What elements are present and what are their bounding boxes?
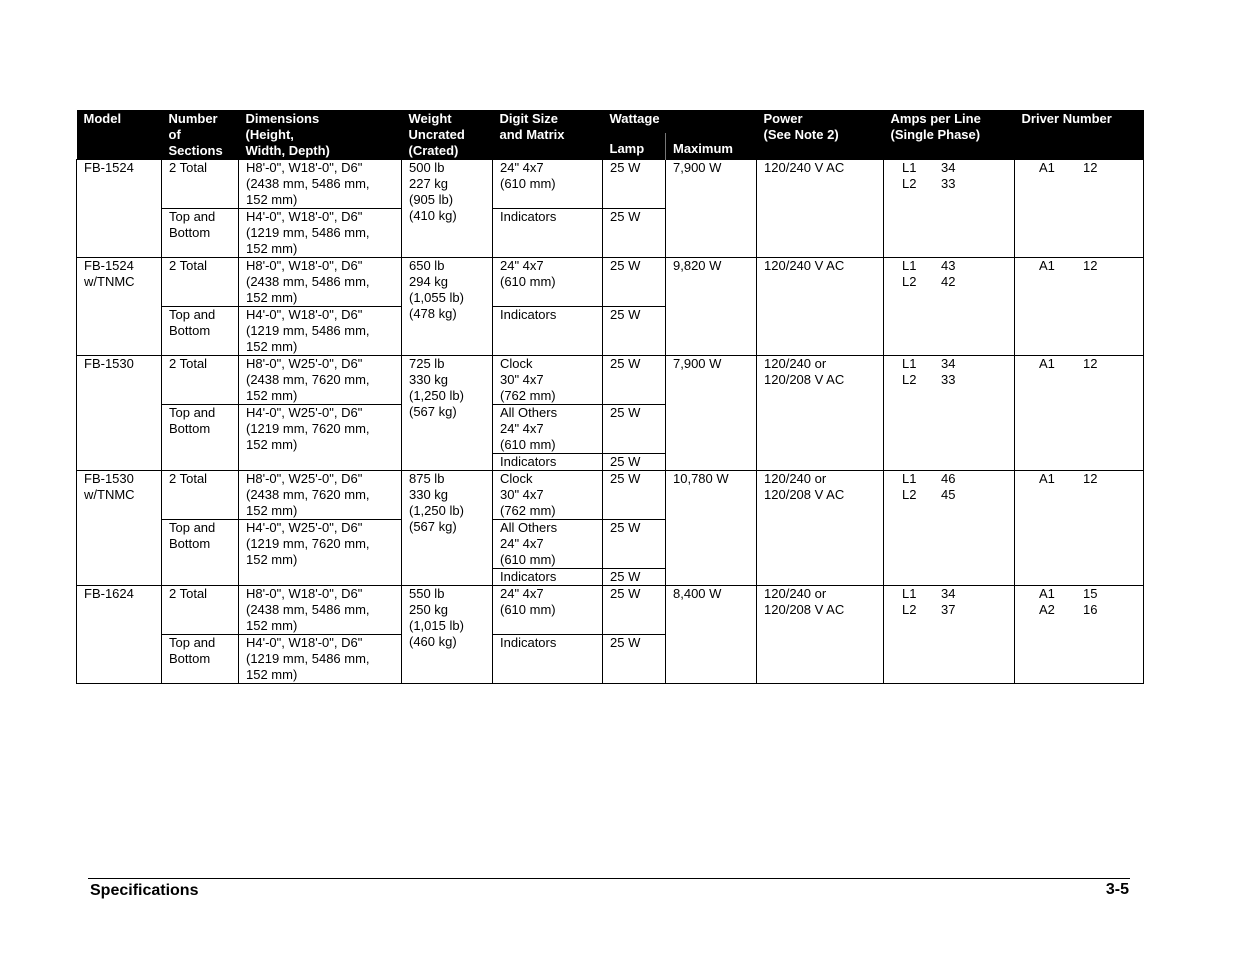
digit-size-text: Clock 30" 4x7 (762 mm)	[500, 356, 556, 403]
cell-amps	[884, 586, 1015, 684]
digit-size-text: Indicators	[500, 454, 557, 469]
cell-digit-size	[493, 356, 603, 405]
footer-section-title: Specifications	[90, 882, 199, 899]
cell-driver	[1015, 160, 1144, 258]
cell-digit-size	[493, 405, 603, 454]
cell-lamp	[603, 405, 666, 454]
power-text: 120/240 or 120/208 V AC	[764, 356, 845, 387]
power-text: 120/240 V AC	[764, 160, 845, 175]
cell-digit-size	[493, 635, 603, 684]
amps-line-label: L2	[902, 176, 917, 191]
sections-text: 2 Total	[169, 586, 208, 601]
amps-line-label: L2	[902, 372, 917, 387]
cell-amps	[884, 471, 1015, 586]
digit-size-text: 24" 4x7 (610 mm)	[500, 258, 556, 289]
header-lamp: Lamp	[603, 133, 666, 159]
maximum-text: 7,900 W	[673, 160, 722, 175]
cell-weight	[402, 586, 493, 684]
amps-pair	[891, 471, 1008, 487]
weight-text: 725 lb 330 kg (1,250 lb) (567 kg)	[409, 356, 464, 419]
weight-text: 550 lb 250 kg (1,015 lb) (460 kg)	[409, 586, 464, 649]
cell-maximum	[666, 258, 757, 356]
cell-sections	[162, 160, 239, 209]
header-weight: Weight Uncrated (Crated)	[402, 110, 493, 160]
cell-amps	[884, 160, 1015, 258]
cell-power	[757, 160, 884, 258]
digit-size-text: 24" 4x7 (610 mm)	[500, 160, 556, 191]
cell-model	[77, 160, 162, 258]
dimensions-text: H4'-0", W18'-0", D6" (1219 mm, 5486 mm, 152 mm)	[246, 635, 370, 682]
cell-digit-size	[493, 209, 603, 258]
amps-line-label: L1	[902, 258, 917, 273]
amps-value: 33	[941, 176, 956, 191]
amps-pair	[891, 356, 1008, 372]
cell-amps	[884, 258, 1015, 356]
cell-driver	[1015, 586, 1144, 684]
header-maximum: Maximum	[666, 133, 757, 159]
cell-sections	[162, 635, 239, 684]
amps-line-label: L1	[902, 356, 917, 371]
driver-pair	[1022, 471, 1137, 487]
header-digit-size: Digit Size and Matrix	[493, 110, 603, 160]
cell-power	[757, 586, 884, 684]
cell-digit-size	[493, 471, 603, 520]
sections-text: 2 Total	[169, 160, 208, 175]
amps-pair	[891, 586, 1008, 602]
weight-text: 875 lb 330 kg (1,250 lb) (567 kg)	[409, 471, 464, 534]
cell-lamp	[603, 586, 666, 635]
cell-power	[757, 258, 884, 356]
sections-text: Top and Bottom	[169, 405, 216, 436]
cell-weight	[402, 258, 493, 356]
driver-label: A1	[1039, 258, 1055, 273]
model-text: FB-1624	[84, 586, 134, 601]
model-text: FB-1524 w/TNMC	[84, 258, 135, 289]
amps-pair	[891, 176, 1008, 192]
cell-model	[77, 471, 162, 586]
digit-size-text: Indicators	[500, 209, 557, 224]
table-row	[77, 586, 1144, 635]
cell-driver	[1015, 258, 1144, 356]
sections-text: Top and Bottom	[169, 209, 216, 240]
cell-weight	[402, 471, 493, 586]
footer-page-number: 3-5	[1105, 881, 1129, 898]
cell-power	[757, 356, 884, 471]
digit-size-text: Indicators	[500, 635, 557, 650]
cell-lamp	[603, 471, 666, 520]
driver-value: 12	[1083, 356, 1098, 371]
model-text: FB-1530 w/TNMC	[84, 471, 135, 502]
digit-size-text: 24" 4x7 (610 mm)	[500, 586, 556, 617]
dimensions-text: H8'-0", W25'-0", D6" (2438 mm, 7620 mm, 152 mm)	[246, 356, 370, 403]
header-model: Model	[77, 110, 162, 160]
header-sections: Number of Sections	[162, 110, 239, 160]
cell-lamp	[603, 160, 666, 209]
driver-pair	[1022, 356, 1137, 372]
cell-lamp	[603, 356, 666, 405]
cell-lamp	[603, 454, 666, 471]
amps-line-label: L2	[902, 274, 917, 289]
amps-pair	[891, 487, 1008, 503]
cell-dimensions	[239, 307, 402, 356]
cell-amps	[884, 356, 1015, 471]
cell-dimensions	[239, 520, 402, 586]
lamp-text: 25 W	[610, 160, 641, 175]
amps-pair	[891, 372, 1008, 388]
cell-digit-size	[493, 569, 603, 586]
dimensions-text: H8'-0", W25'-0", D6" (2438 mm, 7620 mm, 152 mm)	[246, 471, 370, 518]
table-body	[77, 160, 1144, 684]
amps-pair	[891, 258, 1008, 274]
cell-sections	[162, 209, 239, 258]
driver-value: 12	[1083, 258, 1098, 273]
cell-sections	[162, 307, 239, 356]
driver-pair	[1022, 160, 1137, 176]
power-text: 120/240 or 120/208 V AC	[764, 586, 845, 617]
cell-digit-size	[493, 520, 603, 569]
cell-sections	[162, 405, 239, 471]
cell-maximum	[666, 471, 757, 586]
cell-digit-size	[493, 307, 603, 356]
maximum-text: 9,820 W	[673, 258, 722, 273]
cell-sections	[162, 471, 239, 520]
table-row	[77, 258, 1144, 307]
cell-maximum	[666, 586, 757, 684]
power-text: 120/240 or 120/208 V AC	[764, 471, 845, 502]
lamp-text: 25 W	[610, 471, 641, 486]
cell-dimensions	[239, 635, 402, 684]
amps-value: 33	[941, 372, 956, 387]
dimensions-text: H8'-0", W18'-0", D6" (2438 mm, 5486 mm, 152 mm)	[246, 258, 370, 305]
cell-dimensions	[239, 405, 402, 471]
cell-weight	[402, 160, 493, 258]
cell-dimensions	[239, 160, 402, 209]
driver-value: 12	[1083, 471, 1098, 486]
table-row	[77, 160, 1144, 209]
driver-label: A1	[1039, 160, 1055, 175]
cell-power	[757, 471, 884, 586]
driver-label: A1	[1039, 356, 1055, 371]
header-power: Power (See Note 2)	[757, 110, 884, 160]
amps-line-label: L2	[902, 602, 917, 617]
cell-digit-size	[493, 454, 603, 471]
table-row	[77, 471, 1144, 520]
cell-sections	[162, 356, 239, 405]
sections-text: Top and Bottom	[169, 635, 216, 666]
power-text: 120/240 V AC	[764, 258, 845, 273]
driver-value: 12	[1083, 160, 1098, 175]
cell-lamp	[603, 307, 666, 356]
header-driver: Driver Number	[1015, 110, 1144, 160]
amps-pair	[891, 602, 1008, 618]
cell-dimensions	[239, 258, 402, 307]
amps-value: 42	[941, 274, 956, 289]
dimensions-text: H4'-0", W25'-0", D6" (1219 mm, 7620 mm, 152 mm)	[246, 405, 370, 452]
model-text: FB-1524	[84, 160, 134, 175]
lamp-text: 25 W	[610, 405, 641, 420]
dimensions-text: H8'-0", W18'-0", D6" (2438 mm, 5486 mm, 152 mm)	[246, 586, 370, 633]
driver-pair	[1022, 586, 1137, 602]
cell-lamp	[603, 569, 666, 586]
cell-lamp	[603, 209, 666, 258]
lamp-text: 25 W	[610, 356, 641, 371]
amps-value: 34	[941, 160, 956, 175]
maximum-text: 7,900 W	[673, 356, 722, 371]
amps-pair	[891, 274, 1008, 290]
lamp-text: 25 W	[610, 635, 641, 650]
cell-model	[77, 258, 162, 356]
cell-dimensions	[239, 356, 402, 405]
cell-maximum	[666, 356, 757, 471]
dimensions-text: H4'-0", W18'-0", D6" (1219 mm, 5486 mm, 152 mm)	[246, 209, 370, 256]
sections-text: Top and Bottom	[169, 307, 216, 338]
cell-driver	[1015, 356, 1144, 471]
cell-lamp	[603, 520, 666, 569]
lamp-text: 25 W	[610, 454, 641, 469]
table-row	[77, 356, 1144, 405]
dimensions-text: H4'-0", W18'-0", D6" (1219 mm, 5486 mm, 152 mm)	[246, 307, 370, 354]
sections-text: 2 Total	[169, 356, 208, 371]
footer-rule	[88, 878, 1130, 879]
cell-dimensions	[239, 209, 402, 258]
lamp-text: 25 W	[610, 569, 641, 584]
weight-text: 500 lb 227 kg (905 lb) (410 kg)	[409, 160, 457, 223]
driver-pair	[1022, 258, 1137, 274]
header-amps: Amps per Line (Single Phase)	[884, 110, 1015, 160]
cell-sections	[162, 586, 239, 635]
amps-value: 45	[941, 487, 956, 502]
cell-dimensions	[239, 586, 402, 635]
cell-driver	[1015, 471, 1144, 586]
cell-dimensions	[239, 471, 402, 520]
lamp-text: 25 W	[610, 520, 641, 535]
specifications-table	[76, 110, 1144, 684]
model-text: FB-1530	[84, 356, 134, 371]
weight-text: 650 lb 294 kg (1,055 lb) (478 kg)	[409, 258, 464, 321]
amps-line-label: L2	[902, 487, 917, 502]
cell-lamp	[603, 258, 666, 307]
cell-digit-size	[493, 258, 603, 307]
amps-line-label: L1	[902, 160, 917, 175]
header-row	[77, 110, 1144, 133]
cell-digit-size	[493, 586, 603, 635]
driver-value: 16	[1083, 602, 1098, 617]
maximum-text: 8,400 W	[673, 586, 722, 601]
cell-model	[77, 356, 162, 471]
cell-sections	[162, 258, 239, 307]
cell-weight	[402, 356, 493, 471]
cell-lamp	[603, 635, 666, 684]
dimensions-text: H8'-0", W18'-0", D6" (2438 mm, 5486 mm, 152 mm)	[246, 160, 370, 207]
lamp-text: 25 W	[610, 307, 641, 322]
driver-label: A2	[1039, 602, 1055, 617]
dimensions-text: H4'-0", W25'-0", D6" (1219 mm, 7620 mm, 152 mm)	[246, 520, 370, 567]
sections-text: 2 Total	[169, 258, 208, 273]
amps-value: 46	[941, 471, 956, 486]
digit-size-text: Indicators	[500, 569, 557, 584]
digit-size-text: Clock 30" 4x7 (762 mm)	[500, 471, 556, 518]
driver-pair	[1022, 602, 1137, 618]
driver-label: A1	[1039, 586, 1055, 601]
cell-sections	[162, 520, 239, 586]
digit-size-text: All Others 24" 4x7 (610 mm)	[500, 520, 558, 567]
sections-text: Top and Bottom	[169, 520, 216, 551]
cell-digit-size	[493, 160, 603, 209]
amps-value: 34	[941, 356, 956, 371]
amps-pair	[891, 160, 1008, 176]
amps-line-label: L1	[902, 586, 917, 601]
lamp-text: 25 W	[610, 209, 641, 224]
amps-line-label: L1	[902, 471, 917, 486]
driver-value: 15	[1083, 586, 1098, 601]
amps-value: 37	[941, 602, 956, 617]
lamp-text: 25 W	[610, 586, 641, 601]
amps-value: 34	[941, 586, 956, 601]
digit-size-text: All Others 24" 4x7 (610 mm)	[500, 405, 558, 452]
maximum-text: 10,780 W	[673, 471, 729, 486]
lamp-text: 25 W	[610, 258, 641, 273]
header-dimensions: Dimensions (Height, Width, Depth)	[239, 110, 402, 160]
cell-model	[77, 586, 162, 684]
driver-label: A1	[1039, 471, 1055, 486]
header-wattage: Wattage	[603, 110, 757, 133]
sections-text: 2 Total	[169, 471, 208, 486]
amps-value: 43	[941, 258, 956, 273]
cell-maximum	[666, 160, 757, 258]
digit-size-text: Indicators	[500, 307, 557, 322]
